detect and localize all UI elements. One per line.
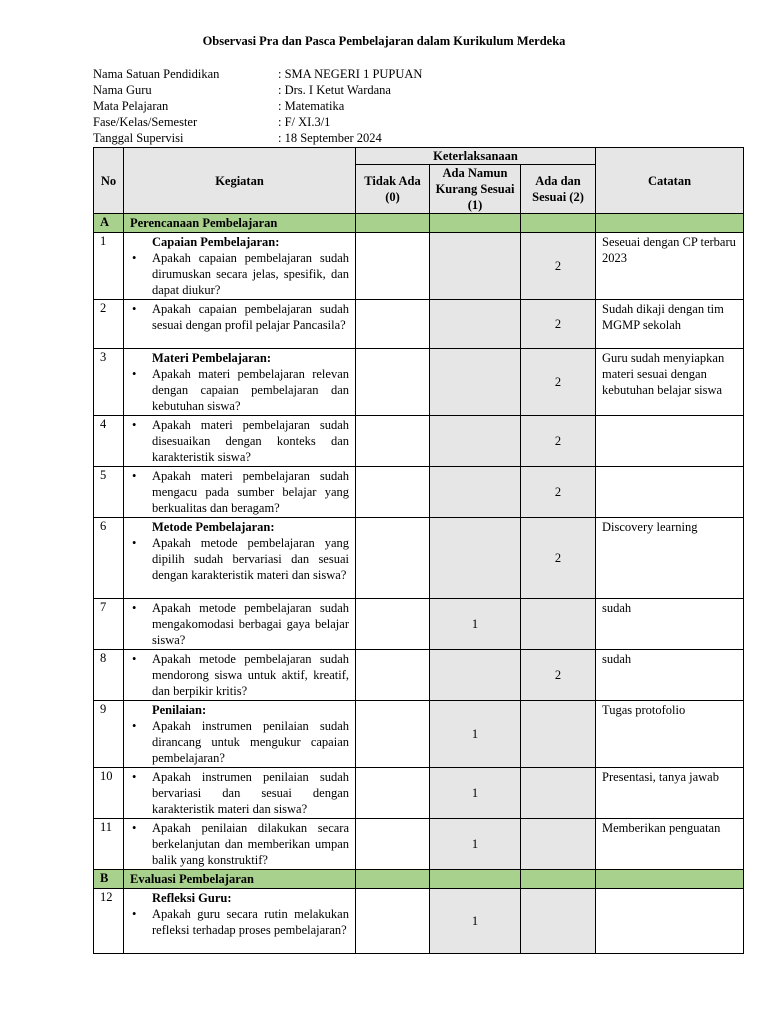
table-row [94,233,744,300]
score-ada-sesuai: 2 [521,233,596,300]
row-kegiatan [124,819,356,870]
table-row [94,701,744,768]
question-text: Apakah materi pembelajaran sudah mengacu pada sumber belajar yang berkualitas dan beragam? [152,469,349,515]
subsection-heading: Metode Pembelajaran: [152,520,275,534]
row-number: 2 [94,300,124,349]
bullet-item [130,535,349,583]
score-ada-sesuai: 2 [521,467,596,518]
question-text: Apakah metode pembelajaran sudah mendorong siswa untuk aktif, kreatif, dan berpikir kritis? [152,652,349,698]
info-value: : F/ XI.3/1 [278,115,331,129]
table-row [94,768,744,819]
bullet-item [130,417,349,465]
row-number: 5 [94,467,124,518]
row-kegiatan [124,701,356,768]
header-ada-sesuai: Ada dan Sesuai (2) [521,165,596,214]
bullet-item [130,651,349,699]
row-kegiatan [124,650,356,701]
bullet-item [130,769,349,817]
subsection-heading: Materi Pembelajaran: [152,351,272,365]
row-kegiatan [124,599,356,650]
row-number: 4 [94,416,124,467]
bullet-icon: • [132,418,137,432]
row-number: 11 [94,819,124,870]
row-number: 3 [94,349,124,416]
bullet-item [130,468,349,516]
bullet-item [130,301,349,333]
question-text: Apakah materi pembelajaran sudah disesuaikan dengan konteks dan karakteristik siswa? [152,418,349,464]
bullet-icon: • [132,302,137,316]
subsection-heading: Penilaian: [152,703,207,717]
row-catatan: Tugas protofolio [596,701,744,768]
section-label: Evaluasi Pembelajaran [124,870,356,889]
table-row [94,650,744,701]
document-title: Observasi Pra dan Pasca Pembelajaran dalam Kurikulum Merdeka [202,34,566,48]
question-text: Apakah penilaian dilakukan secara berkelanjutan dan memberikan umpan balik yang konstruktif? [152,821,349,867]
table-row [94,889,744,954]
score-ada-sesuai: 2 [521,518,596,599]
header-ada-namun: Ada Namun Kurang Sesuai (1) [430,165,521,214]
info-label: Mata Pelajaran [93,99,169,113]
section-code: B [94,870,124,889]
row-catatan: sudah [596,599,744,650]
row-kegiatan [124,349,356,416]
score-ada-namun [430,467,521,518]
row-catatan: Seseuai dengan CP terbaru 2023 [596,233,744,300]
row-number: 6 [94,518,124,599]
bullet-item [130,718,349,766]
question-text: Apakah capaian pembelajaran sudah dirumuskan secara jelas, spesifik, dan dapat diukur? [152,251,349,297]
row-kegiatan [124,889,356,954]
row-kegiatan [124,768,356,819]
score-ada-sesuai: 2 [521,300,596,349]
row-catatan: Guru sudah menyiapkan materi sesuai dengan kebutuhan belajar siswa [596,349,744,416]
row-catatan: Sudah dikaji dengan tim MGMP sekolah [596,300,744,349]
score-tidak-ada [356,768,430,819]
score-ada-sesuai [521,701,596,768]
row-number: 7 [94,599,124,650]
info-value: : Drs. I Ketut Wardana [278,83,391,97]
bullet-icon: • [132,469,137,483]
row-kegiatan [124,518,356,599]
row-kegiatan [124,416,356,467]
subsection-heading: Capaian Pembelajaran: [152,235,280,249]
table-row [94,416,744,467]
table-row [94,819,744,870]
section-row-a [94,214,744,233]
info-row-date [93,130,422,146]
row-catatan [596,416,744,467]
score-tidak-ada [356,650,430,701]
header-catatan: Catatan [596,148,744,214]
question-text: Apakah instrumen penilaian sudah dirancang untuk mengukur capaian pembelajaran? [152,719,349,765]
identity-block [93,66,422,146]
row-number: 10 [94,768,124,819]
row-catatan: sudah [596,650,744,701]
score-tidak-ada [356,518,430,599]
score-tidak-ada [356,233,430,300]
score-ada-namun [430,233,521,300]
info-row-phase [93,114,422,130]
table-row [94,518,744,599]
score-tidak-ada [356,889,430,954]
header-no: No [94,148,124,214]
observation-table [93,147,744,954]
row-catatan: Discovery learning [596,518,744,599]
info-value: : Matematika [278,99,345,113]
row-catatan [596,889,744,954]
bullet-icon: • [132,367,137,381]
bullet-icon: • [132,251,137,265]
bullet-item [130,906,349,938]
row-catatan: Presentasi, tanya jawab [596,768,744,819]
score-tidak-ada [356,819,430,870]
score-tidak-ada [356,300,430,349]
section-row-b [94,870,744,889]
score-ada-sesuai: 2 [521,349,596,416]
info-row-school [93,66,422,82]
score-tidak-ada [356,467,430,518]
question-text: Apakah metode pembelajaran sudah mengakomodasi berbagai gaya belajar siswa? [152,601,349,647]
bullet-item [130,250,349,298]
score-tidak-ada [356,599,430,650]
bullet-item [130,820,349,868]
question-text: Apakah materi pembelajaran relevan dengan capaian pembelajaran dan kebutuhan siswa? [152,367,349,413]
score-ada-sesuai [521,819,596,870]
table-row [94,349,744,416]
info-value: : SMA NEGERI 1 PUPUAN [278,67,423,81]
bullet-icon: • [132,601,137,615]
subsection-heading: Refleksi Guru: [152,891,232,905]
info-value: : 18 September 2024 [278,131,382,145]
row-number: 1 [94,233,124,300]
score-ada-sesuai: 2 [521,416,596,467]
section-label: Perencanaan Pembelajaran [124,214,356,233]
row-number: 9 [94,701,124,768]
score-ada-namun: 1 [430,768,521,819]
row-number: 12 [94,889,124,954]
score-tidak-ada [356,349,430,416]
score-ada-namun: 1 [430,889,521,954]
score-ada-namun [430,518,521,599]
row-kegiatan [124,233,356,300]
score-ada-namun: 1 [430,819,521,870]
table-row [94,300,744,349]
bullet-item [130,600,349,648]
header-kegiatan: Kegiatan [124,148,356,214]
bullet-icon: • [132,652,137,666]
table-row [94,467,744,518]
score-ada-namun: 1 [430,701,521,768]
score-ada-sesuai [521,889,596,954]
score-ada-namun [430,650,521,701]
score-ada-sesuai [521,599,596,650]
row-kegiatan [124,467,356,518]
info-label: Tanggal Supervisi [93,131,184,145]
info-label: Nama Satuan Pendidikan [93,67,220,81]
row-catatan: Memberikan penguatan [596,819,744,870]
header-keterlaksanaan: Keterlaksanaan [356,148,596,165]
row-kegiatan [124,300,356,349]
question-text: Apakah guru secara rutin melakukan refleksi terhadap proses pembelajaran? [152,907,349,937]
info-row-subject [93,98,422,114]
score-tidak-ada [356,701,430,768]
bullet-item [130,366,349,414]
bullet-icon: • [132,770,137,784]
score-ada-namun [430,300,521,349]
question-text: Apakah capaian pembelajaran sudah sesuai dengan profil pelajar Pancasila? [152,302,349,332]
score-ada-namun: 1 [430,599,521,650]
question-text: Apakah metode pembelajaran yang dipilih sudah bervariasi dan sesuai dengan karakteristik materi dan siswa? [152,536,349,582]
table-row [94,599,744,650]
info-label: Fase/Kelas/Semester [93,115,198,129]
score-ada-namun [430,349,521,416]
bullet-icon: • [132,536,137,550]
score-ada-sesuai: 2 [521,650,596,701]
bullet-icon: • [132,907,137,921]
score-ada-namun [430,416,521,467]
row-number: 8 [94,650,124,701]
score-tidak-ada [356,416,430,467]
bullet-icon: • [132,719,137,733]
bullet-icon: • [132,821,137,835]
header-tidak-ada: Tidak Ada (0) [356,165,430,214]
question-text: Apakah instrumen penilaian sudah bervariasi dan sesuai dengan karakteristik materi dan siswa? [152,770,349,816]
info-row-teacher [93,82,422,98]
score-ada-sesuai [521,768,596,819]
section-code: A [94,214,124,233]
row-catatan [596,467,744,518]
info-label: Nama Guru [93,83,152,97]
